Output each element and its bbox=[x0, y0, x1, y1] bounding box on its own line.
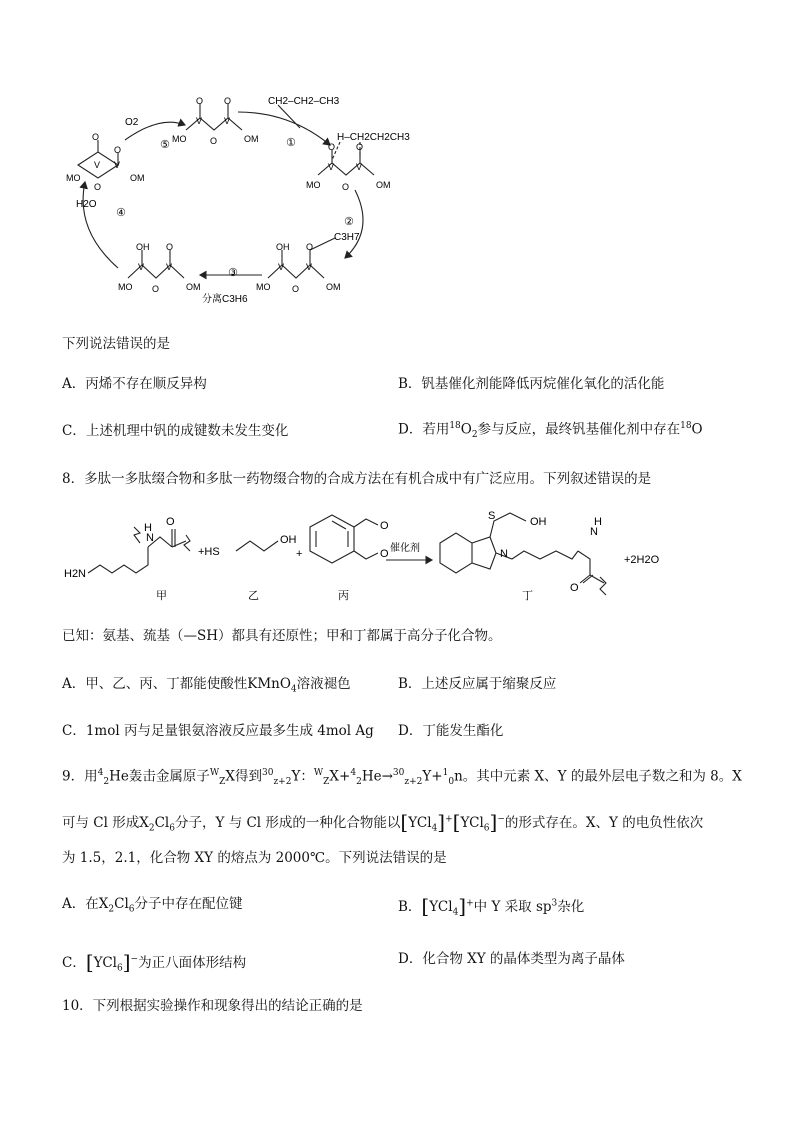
q9-line3: 为 1.5，2.1，化合物 XY 的熔点为 2000℃。下列说法错误的是 bbox=[62, 850, 447, 866]
svg-text:MO: MO bbox=[118, 282, 133, 292]
svg-text:甲: 甲 bbox=[156, 590, 167, 602]
step-5: ⑤ bbox=[160, 139, 170, 151]
q7-stem: 下列说法错误的是 bbox=[62, 336, 170, 352]
svg-text:OH: OH bbox=[280, 534, 297, 546]
svg-text:O: O bbox=[94, 182, 102, 192]
svg-text:乙: 乙 bbox=[248, 590, 259, 602]
svg-text:O: O bbox=[356, 142, 364, 152]
propane-h: H–CH2CH2CH3 bbox=[337, 132, 410, 143]
svg-text:OH: OH bbox=[136, 242, 150, 252]
svg-text:催化剂: 催化剂 bbox=[390, 543, 420, 554]
svg-text:N: N bbox=[590, 526, 598, 538]
svg-text:O: O bbox=[152, 284, 160, 294]
svg-text:O: O bbox=[292, 284, 300, 294]
svg-text:丁: 丁 bbox=[522, 590, 533, 602]
svg-text:O: O bbox=[166, 516, 175, 528]
q9-option-b: B．[YCl$_4$]+中 Y 采取 $sp^3$杂化 bbox=[398, 894, 585, 918]
q10-stem: 10．下列根据实验操作和现象得出的结论正确的是 bbox=[62, 998, 363, 1014]
svg-text:+HS: +HS bbox=[198, 546, 220, 558]
sep-c3h6-label: 分离C3H6 bbox=[202, 294, 248, 305]
svg-text:+2H2O: +2H2O bbox=[624, 554, 660, 566]
svg-text:OM: OM bbox=[376, 180, 391, 190]
svg-text:V: V bbox=[224, 116, 231, 126]
q8-known: 已知：氨基、巯基（—SH）都具有还原性；甲和丁都属于高分子化合物。 bbox=[62, 628, 502, 644]
svg-text:O: O bbox=[342, 182, 350, 192]
h2o-label: H2O bbox=[76, 199, 97, 210]
svg-text:V: V bbox=[166, 262, 173, 272]
svg-text:H2N: H2N bbox=[64, 568, 87, 580]
svg-text:OM: OM bbox=[186, 282, 201, 292]
q7-option-b: B．钒基催化剂能降低丙烷催化氧化的活化能 bbox=[398, 376, 665, 392]
q8-option-b: B．上述反应属于缩聚反应 bbox=[398, 676, 557, 692]
q9-line2: 可与 Cl 形成$X_2Cl_6$分子，Y 与 Cl 形成的一种化合物能以[YCl$_4$]+[YCl$_6$]−的形式存在。X、Y 的电负性依次 bbox=[62, 810, 704, 834]
q7-option-c: C．上述机理中钒的成键数未发生变化 bbox=[62, 423, 289, 439]
step-1: ① bbox=[286, 137, 296, 149]
q7-option-a: A．丙烯不存在顺反异构 bbox=[62, 376, 207, 392]
svg-text:O: O bbox=[196, 96, 204, 106]
svg-text:O: O bbox=[328, 142, 336, 152]
svg-text:H: H bbox=[144, 522, 152, 534]
c3h7-label: C3H7 bbox=[334, 232, 360, 243]
svg-text:MO: MO bbox=[306, 180, 321, 190]
q9-option-c: C．[YCl$_6$]−为正八面体形结构 bbox=[62, 950, 247, 974]
svg-text:OH: OH bbox=[530, 516, 547, 528]
q8-option-a: A．甲、乙、丙、丁都能使酸性KMnO$_4$溶液褪色 bbox=[62, 676, 351, 695]
svg-text:O: O bbox=[306, 242, 314, 252]
svg-text:O: O bbox=[210, 136, 218, 146]
svg-text:MO: MO bbox=[66, 173, 81, 183]
q8-reaction-scheme bbox=[0, 505, 794, 605]
svg-text:N: N bbox=[146, 532, 154, 544]
q9-option-d: D．化合物 XY 的晶体类型为离子晶体 bbox=[398, 951, 625, 967]
svg-text:OM: OM bbox=[130, 173, 145, 183]
svg-text:O: O bbox=[166, 242, 174, 252]
svg-text:OM: OM bbox=[326, 282, 341, 292]
svg-text:V: V bbox=[114, 160, 121, 170]
svg-text:V: V bbox=[94, 160, 101, 170]
svg-text:MO: MO bbox=[172, 134, 187, 144]
o2-label: O2 bbox=[125, 117, 139, 128]
svg-text:O: O bbox=[380, 548, 389, 560]
svg-text:V: V bbox=[328, 162, 335, 172]
svg-text:O: O bbox=[224, 96, 232, 106]
q8-stem: 8．多肽一多肽缀合物和多肽一药物缀合物的合成方法在有机合成中有广泛应用。下列叙述错误的是 bbox=[62, 471, 652, 487]
svg-text:OH: OH bbox=[276, 242, 290, 252]
svg-text:N: N bbox=[500, 548, 508, 560]
q9-option-a: A．在$X_2Cl_6$分子中存在配位键 bbox=[62, 896, 243, 915]
propane-top: CH2–CH2–CH3 bbox=[268, 96, 340, 107]
svg-text:O: O bbox=[114, 145, 122, 155]
step-4: ④ bbox=[116, 207, 126, 219]
svg-text:丙: 丙 bbox=[338, 590, 349, 602]
q7-option-d: D．若用$^{18}O_2$参与反应，最终钒基催化剂中存在$^{18}$O bbox=[398, 421, 703, 441]
q8-option-c: C．1mol 丙与足量银氨溶液反应最多生成 4mol Ag bbox=[62, 723, 374, 739]
catalytic-cycle-diagram bbox=[0, 0, 794, 320]
svg-text:O: O bbox=[92, 132, 100, 142]
q9-line1: 9．用$^4_2$He轰击金属原子$^W_Z$X得到$^{30}_{z+2}$Y：$^W_Z$X+$^4_2$He→$^{30}_{z+2}$Y+$^1_0$n。其中元素 X、Y 的最外层电子数之和为 8。X bbox=[62, 768, 742, 788]
svg-text:V: V bbox=[306, 262, 313, 272]
svg-text:O: O bbox=[570, 582, 579, 594]
svg-text:MO: MO bbox=[256, 282, 271, 292]
step-2: ② bbox=[344, 216, 354, 228]
svg-text:V: V bbox=[278, 262, 285, 272]
svg-text:V: V bbox=[138, 262, 145, 272]
svg-text:S: S bbox=[488, 510, 496, 522]
q8-option-d: D．丁能发生酯化 bbox=[398, 723, 504, 739]
svg-text:+: + bbox=[296, 548, 303, 560]
svg-text:V: V bbox=[356, 162, 363, 172]
svg-text:H: H bbox=[594, 516, 602, 528]
svg-text:O: O bbox=[380, 520, 389, 532]
svg-text:OM: OM bbox=[244, 134, 259, 144]
step-3: ③ bbox=[228, 267, 238, 279]
svg-text:V: V bbox=[196, 116, 203, 126]
